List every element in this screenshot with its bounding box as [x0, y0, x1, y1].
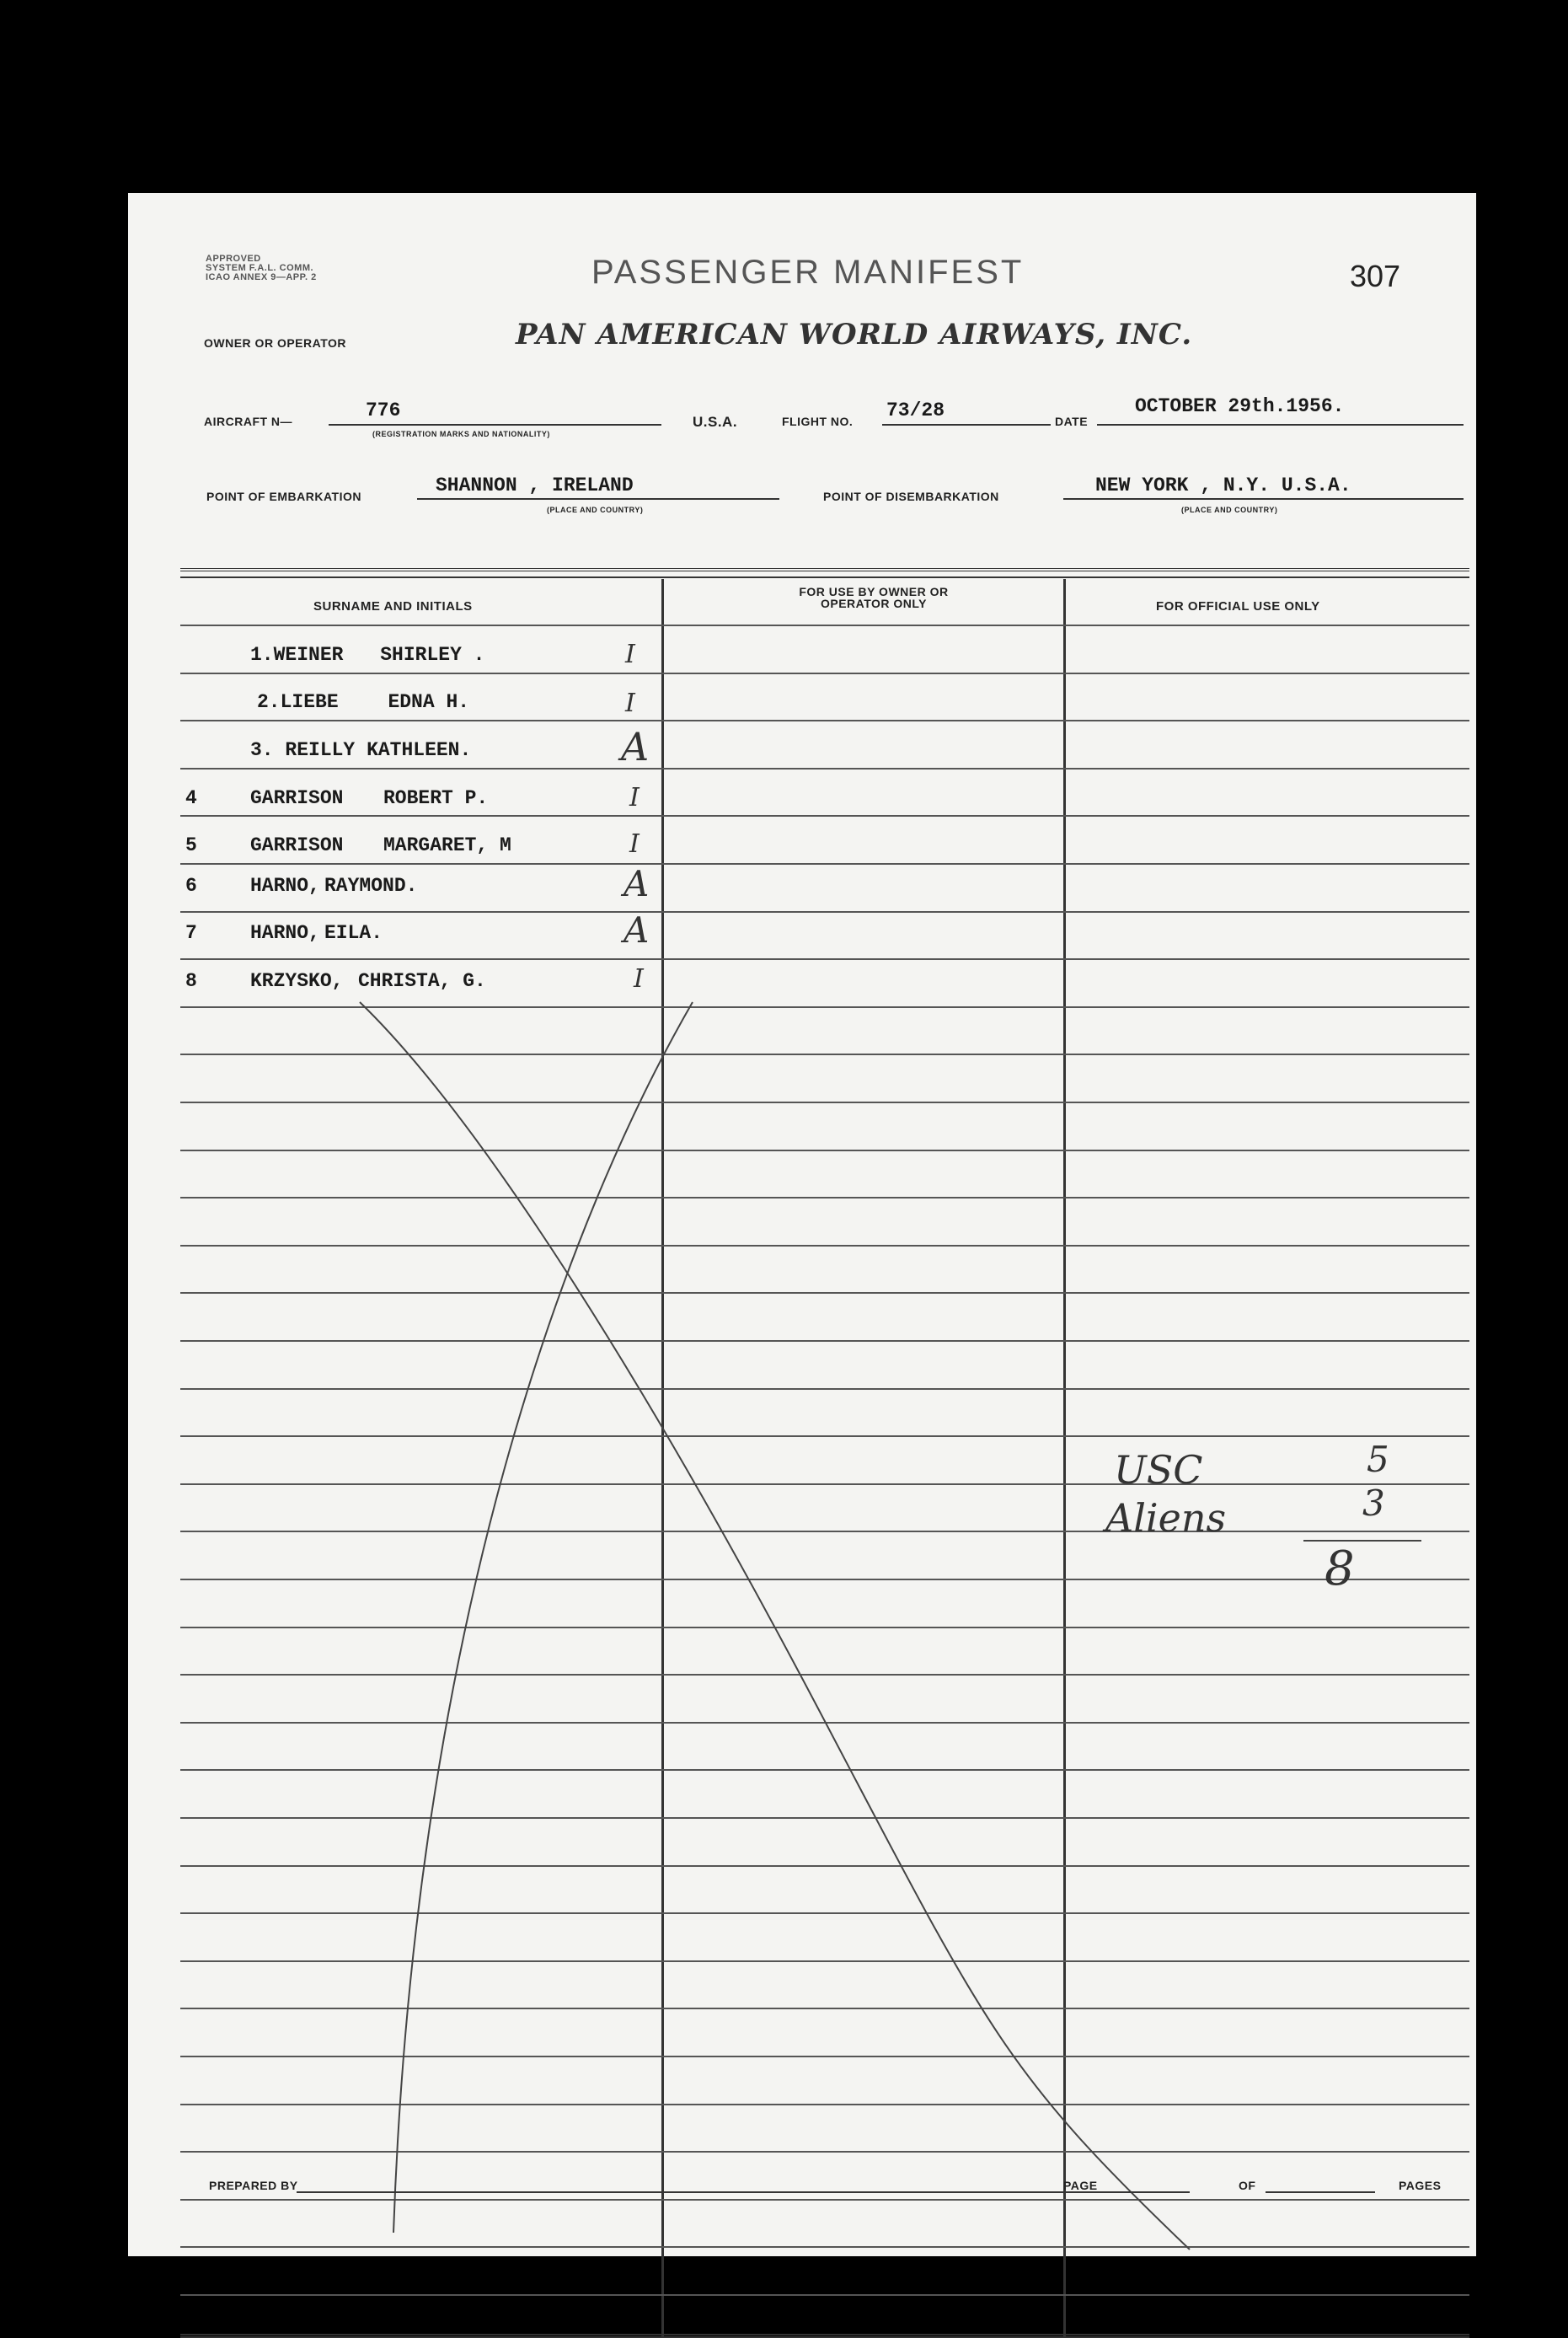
nationality: U.S.A. — [693, 414, 738, 430]
row-number: 7 — [185, 922, 197, 944]
handwritten-mark: I — [625, 640, 635, 669]
row-number: 3. — [250, 739, 274, 761]
table-bottom-rule — [180, 2334, 1469, 2338]
passenger-surname: HARNO, — [250, 922, 320, 944]
approval-line: SYSTEM F.A.L. COMM. — [206, 263, 314, 273]
handwritten-mark: I — [629, 829, 640, 859]
row-number: 6 — [185, 875, 197, 897]
passenger-surname: KRZYSKO, — [250, 970, 344, 992]
embark-value: SHANNON , IRELAND — [436, 475, 634, 496]
flight-label: FLIGHT NO. — [782, 415, 854, 428]
passenger-surname: GARRISON — [250, 787, 344, 809]
passenger-given-name: RAYMOND. — [324, 875, 418, 897]
approval-line: ICAO ANNEX 9—APP. 2 — [206, 272, 317, 282]
disembark-caption: (PLACE AND COUNTRY) — [1181, 506, 1278, 514]
date-value: OCTOBER 29th.1956. — [1135, 395, 1345, 417]
column-header-owner: FOR USE BY OWNER OR OPERATOR ONLY — [799, 585, 949, 610]
handwritten-mark: A — [623, 909, 650, 951]
cross-out-line — [360, 1002, 1190, 2250]
passenger-given-name: MARGARET, M — [383, 834, 511, 856]
passenger-given-name: EDNA H. — [388, 691, 470, 713]
table-rule — [180, 2294, 1469, 2296]
handwritten-total: 8 — [1325, 1542, 1355, 1596]
passenger-given-name: SHIRLEY . — [380, 644, 485, 666]
handwritten-usc-label: USC — [1114, 1447, 1203, 1493]
cross-out-strokes — [128, 193, 1476, 2256]
manifest-form — [128, 193, 1476, 2256]
owner-name: PAN AMERICAN WORLD AIRWAYS, INC. — [516, 318, 1193, 351]
passenger-given-name: EILA. — [324, 922, 383, 944]
owner-label: OWNER OR OPERATOR — [204, 336, 346, 350]
flight-value: 73/28 — [886, 399, 945, 421]
row-number: 5 — [185, 834, 197, 856]
row-number: 1. — [250, 644, 274, 666]
of-label: OF — [1239, 2179, 1256, 2192]
approval-line: APPROVED — [206, 254, 261, 264]
passenger-surname: REILLY — [285, 739, 356, 761]
passenger-given-name: CHRISTA, G. — [358, 970, 486, 992]
handwritten-mark: I — [629, 783, 640, 812]
row-number: 8 — [185, 970, 197, 992]
row-number: 2. — [257, 691, 281, 713]
aircraft-value: 776 — [366, 399, 401, 421]
disembark-value: NEW YORK , N.Y. U.S.A. — [1095, 475, 1351, 496]
handwritten-aliens-count: 3 — [1362, 1483, 1385, 1524]
page-stamp-number: 307 — [1350, 259, 1401, 293]
disembark-label: POINT OF DISEMBARKATION — [823, 490, 999, 503]
aircraft-label: AIRCRAFT N— — [204, 415, 293, 428]
handwritten-usc-count: 5 — [1367, 1439, 1389, 1480]
registration-caption: (REGISTRATION MARKS AND NATIONALITY) — [372, 430, 550, 438]
page-label: PAGE — [1063, 2179, 1098, 2192]
date-label: DATE — [1055, 415, 1089, 428]
page-count-underline — [1266, 2191, 1375, 2193]
passenger-given-name: ROBERT P. — [383, 787, 489, 809]
handwritten-sum-line — [1303, 1540, 1421, 1542]
passenger-surname: GARRISON — [250, 834, 344, 856]
handwritten-mark: A — [623, 863, 650, 904]
handwritten-aliens-label: Aliens — [1105, 1495, 1227, 1541]
column-header-surname: SURNAME AND INITIALS — [313, 599, 473, 614]
handwritten-mark: A — [621, 724, 650, 770]
embark-label: POINT OF EMBARKATION — [206, 490, 361, 503]
passenger-given-name: KATHLEEN. — [367, 739, 472, 761]
prepared-by-underline — [297, 2191, 1190, 2193]
prepared-by-label: PREPARED BY — [209, 2179, 298, 2192]
embark-caption: (PLACE AND COUNTRY) — [547, 506, 644, 514]
pages-label: PAGES — [1399, 2179, 1442, 2192]
row-number: 4 — [185, 787, 197, 809]
passenger-surname: HARNO, — [250, 875, 320, 897]
column-header-official: FOR OFFICIAL USE ONLY — [1156, 599, 1320, 614]
passenger-surname: WEINER — [273, 644, 344, 666]
cross-out-line — [393, 1002, 693, 2233]
handwritten-mark: I — [625, 689, 635, 718]
form-title: PASSENGER MANIFEST — [591, 254, 1025, 291]
passenger-surname: LIEBE — [280, 691, 339, 713]
handwritten-mark: I — [634, 964, 644, 994]
